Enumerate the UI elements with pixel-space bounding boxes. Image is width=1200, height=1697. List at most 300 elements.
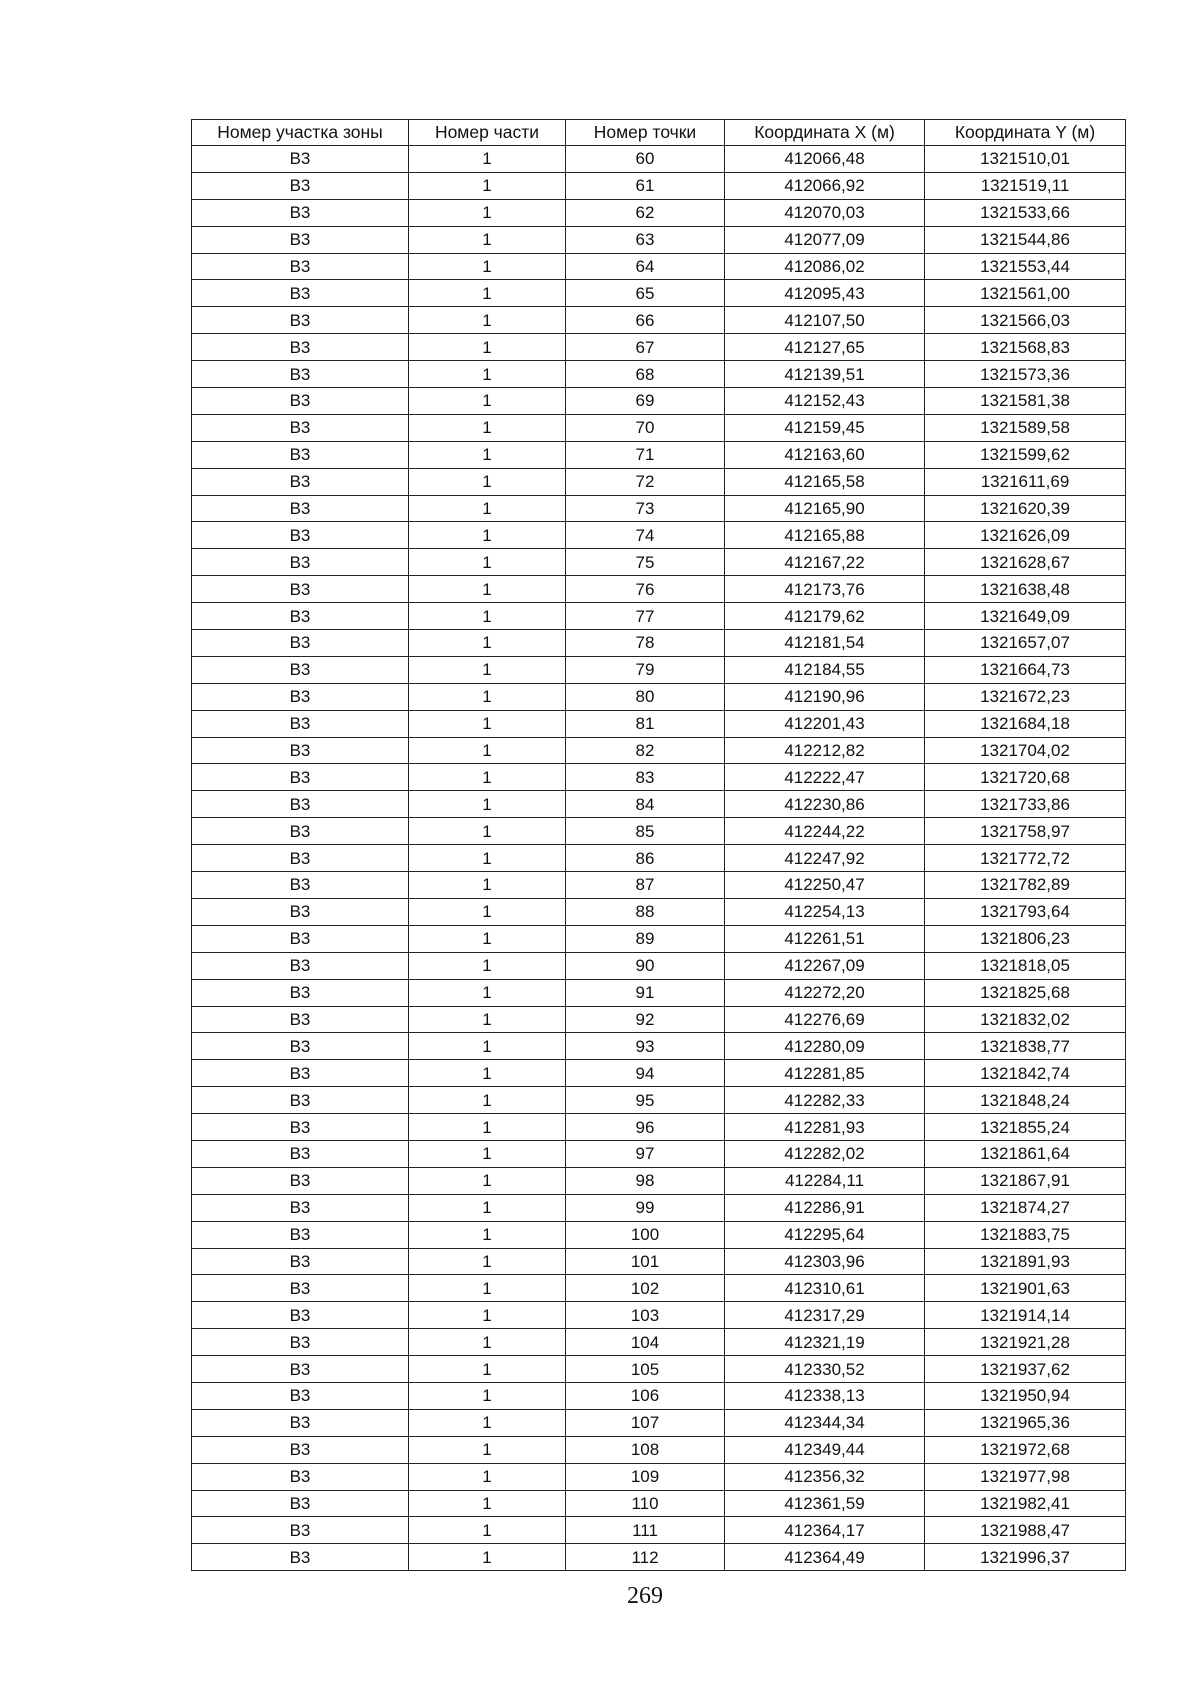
cell-part-number: 1 bbox=[409, 576, 566, 603]
cell-coordinate-x: 412254,13 bbox=[725, 898, 925, 925]
cell-zone-section: В3 bbox=[192, 1033, 409, 1060]
cell-part-number: 1 bbox=[409, 1409, 566, 1436]
cell-zone-section: В3 bbox=[192, 1194, 409, 1221]
header-zone-section-number: Номер участка зоны bbox=[192, 120, 409, 146]
table-row bbox=[192, 710, 1126, 737]
cell-zone-section: В3 bbox=[192, 1248, 409, 1275]
cell-coordinate-y: 1321842,74 bbox=[925, 1060, 1126, 1087]
table-row bbox=[192, 1087, 1126, 1114]
cell-zone-section: В3 bbox=[192, 737, 409, 764]
cell-zone-section: В3 bbox=[192, 872, 409, 899]
cell-point-number: 106 bbox=[566, 1382, 725, 1409]
cell-zone-section: В3 bbox=[192, 1409, 409, 1436]
cell-part-number: 1 bbox=[409, 818, 566, 845]
cell-coordinate-y: 1321818,05 bbox=[925, 952, 1126, 979]
cell-coordinate-x: 412244,22 bbox=[725, 818, 925, 845]
cell-coordinate-y: 1321793,64 bbox=[925, 898, 1126, 925]
cell-coordinate-x: 412364,17 bbox=[725, 1517, 925, 1544]
cell-coordinate-x: 412250,47 bbox=[725, 872, 925, 899]
table-row bbox=[192, 1221, 1126, 1248]
cell-coordinate-x: 412281,93 bbox=[725, 1114, 925, 1141]
cell-zone-section: В3 bbox=[192, 1167, 409, 1194]
header-coordinate-x: Координата X (м) bbox=[725, 120, 925, 146]
cell-point-number: 70 bbox=[566, 414, 725, 441]
table-row bbox=[192, 576, 1126, 603]
cell-point-number: 93 bbox=[566, 1033, 725, 1060]
cell-coordinate-x: 412282,02 bbox=[725, 1140, 925, 1167]
cell-coordinate-x: 412152,43 bbox=[725, 388, 925, 415]
cell-part-number: 1 bbox=[409, 683, 566, 710]
cell-part-number: 1 bbox=[409, 1275, 566, 1302]
cell-coordinate-x: 412163,60 bbox=[725, 441, 925, 468]
cell-coordinate-y: 1321832,02 bbox=[925, 1006, 1126, 1033]
table-row bbox=[192, 172, 1126, 199]
table-row bbox=[192, 495, 1126, 522]
cell-zone-section: В3 bbox=[192, 1490, 409, 1517]
cell-point-number: 86 bbox=[566, 845, 725, 872]
cell-coordinate-x: 412295,64 bbox=[725, 1221, 925, 1248]
cell-part-number: 1 bbox=[409, 1114, 566, 1141]
table-row bbox=[192, 898, 1126, 925]
cell-coordinate-x: 412261,51 bbox=[725, 925, 925, 952]
cell-point-number: 66 bbox=[566, 307, 725, 334]
cell-zone-section: В3 bbox=[192, 818, 409, 845]
cell-part-number: 1 bbox=[409, 1248, 566, 1275]
cell-zone-section: В3 bbox=[192, 979, 409, 1006]
cell-part-number: 1 bbox=[409, 737, 566, 764]
cell-point-number: 91 bbox=[566, 979, 725, 1006]
cell-point-number: 96 bbox=[566, 1114, 725, 1141]
table-row bbox=[192, 791, 1126, 818]
cell-zone-section: В3 bbox=[192, 710, 409, 737]
cell-coordinate-x: 412321,19 bbox=[725, 1329, 925, 1356]
cell-coordinate-x: 412281,85 bbox=[725, 1060, 925, 1087]
cell-coordinate-y: 1321589,58 bbox=[925, 414, 1126, 441]
cell-point-number: 92 bbox=[566, 1006, 725, 1033]
cell-zone-section: В3 bbox=[192, 845, 409, 872]
cell-coordinate-x: 412070,03 bbox=[725, 199, 925, 226]
cell-coordinate-x: 412361,59 bbox=[725, 1490, 925, 1517]
cell-zone-section: В3 bbox=[192, 280, 409, 307]
cell-zone-section: В3 bbox=[192, 1463, 409, 1490]
cell-coordinate-x: 412330,52 bbox=[725, 1356, 925, 1383]
table-row bbox=[192, 1329, 1126, 1356]
cell-coordinate-x: 412364,49 bbox=[725, 1544, 925, 1571]
cell-coordinate-y: 1321733,86 bbox=[925, 791, 1126, 818]
cell-coordinate-y: 1321772,72 bbox=[925, 845, 1126, 872]
header-point-number: Номер точки bbox=[566, 120, 725, 146]
cell-part-number: 1 bbox=[409, 1356, 566, 1383]
cell-point-number: 107 bbox=[566, 1409, 725, 1436]
coordinates-table bbox=[191, 119, 1126, 1571]
cell-coordinate-y: 1321867,91 bbox=[925, 1167, 1126, 1194]
cell-point-number: 76 bbox=[566, 576, 725, 603]
cell-coordinate-y: 1321561,00 bbox=[925, 280, 1126, 307]
cell-point-number: 63 bbox=[566, 226, 725, 253]
cell-point-number: 72 bbox=[566, 468, 725, 495]
cell-coordinate-x: 412127,65 bbox=[725, 334, 925, 361]
cell-point-number: 85 bbox=[566, 818, 725, 845]
cell-coordinate-x: 412356,32 bbox=[725, 1463, 925, 1490]
cell-coordinate-x: 412303,96 bbox=[725, 1248, 925, 1275]
cell-coordinate-y: 1321626,09 bbox=[925, 522, 1126, 549]
cell-coordinate-x: 412338,13 bbox=[725, 1382, 925, 1409]
cell-coordinate-y: 1321544,86 bbox=[925, 226, 1126, 253]
cell-point-number: 99 bbox=[566, 1194, 725, 1221]
table-row bbox=[192, 872, 1126, 899]
cell-coordinate-y: 1321806,23 bbox=[925, 925, 1126, 952]
cell-coordinate-x: 412107,50 bbox=[725, 307, 925, 334]
cell-coordinate-y: 1321982,41 bbox=[925, 1490, 1126, 1517]
cell-part-number: 1 bbox=[409, 388, 566, 415]
cell-point-number: 95 bbox=[566, 1087, 725, 1114]
cell-part-number: 1 bbox=[409, 764, 566, 791]
cell-part-number: 1 bbox=[409, 522, 566, 549]
cell-coordinate-x: 412344,34 bbox=[725, 1409, 925, 1436]
cell-coordinate-y: 1321657,07 bbox=[925, 630, 1126, 657]
cell-coordinate-x: 412179,62 bbox=[725, 603, 925, 630]
table-row bbox=[192, 737, 1126, 764]
cell-zone-section: В3 bbox=[192, 334, 409, 361]
cell-coordinate-y: 1321782,89 bbox=[925, 872, 1126, 899]
cell-coordinate-x: 412247,92 bbox=[725, 845, 925, 872]
header-coordinate-y: Координата Y (м) bbox=[925, 120, 1126, 146]
cell-part-number: 1 bbox=[409, 1382, 566, 1409]
cell-point-number: 78 bbox=[566, 630, 725, 657]
cell-part-number: 1 bbox=[409, 952, 566, 979]
table-row bbox=[192, 1114, 1126, 1141]
table-row bbox=[192, 1356, 1126, 1383]
cell-part-number: 1 bbox=[409, 845, 566, 872]
table-row bbox=[192, 253, 1126, 280]
cell-coordinate-y: 1321848,24 bbox=[925, 1087, 1126, 1114]
cell-coordinate-x: 412267,09 bbox=[725, 952, 925, 979]
cell-part-number: 1 bbox=[409, 872, 566, 899]
table-row bbox=[192, 1275, 1126, 1302]
cell-zone-section: В3 bbox=[192, 361, 409, 388]
cell-point-number: 90 bbox=[566, 952, 725, 979]
cell-point-number: 83 bbox=[566, 764, 725, 791]
cell-part-number: 1 bbox=[409, 361, 566, 388]
cell-coordinate-x: 412165,90 bbox=[725, 495, 925, 522]
cell-point-number: 109 bbox=[566, 1463, 725, 1490]
cell-zone-section: В3 bbox=[192, 1356, 409, 1383]
cell-zone-section: В3 bbox=[192, 791, 409, 818]
cell-point-number: 79 bbox=[566, 656, 725, 683]
table-row bbox=[192, 1544, 1126, 1571]
cell-coordinate-x: 412284,11 bbox=[725, 1167, 925, 1194]
cell-part-number: 1 bbox=[409, 307, 566, 334]
cell-coordinate-x: 412286,91 bbox=[725, 1194, 925, 1221]
table-row bbox=[192, 630, 1126, 657]
cell-point-number: 69 bbox=[566, 388, 725, 415]
table-row bbox=[192, 441, 1126, 468]
table-row bbox=[192, 1248, 1126, 1275]
cell-point-number: 74 bbox=[566, 522, 725, 549]
cell-coordinate-y: 1321996,37 bbox=[925, 1544, 1126, 1571]
cell-coordinate-y: 1321684,18 bbox=[925, 710, 1126, 737]
table-row bbox=[192, 1302, 1126, 1329]
cell-point-number: 102 bbox=[566, 1275, 725, 1302]
table-row bbox=[192, 979, 1126, 1006]
cell-part-number: 1 bbox=[409, 1517, 566, 1544]
cell-point-number: 89 bbox=[566, 925, 725, 952]
cell-zone-section: В3 bbox=[192, 952, 409, 979]
cell-point-number: 108 bbox=[566, 1436, 725, 1463]
cell-coordinate-y: 1321611,69 bbox=[925, 468, 1126, 495]
cell-part-number: 1 bbox=[409, 1167, 566, 1194]
cell-coordinate-y: 1321921,28 bbox=[925, 1329, 1126, 1356]
cell-coordinate-y: 1321581,38 bbox=[925, 388, 1126, 415]
cell-coordinate-x: 412159,45 bbox=[725, 414, 925, 441]
cell-zone-section: В3 bbox=[192, 226, 409, 253]
cell-coordinate-y: 1321510,01 bbox=[925, 146, 1126, 173]
cell-coordinate-x: 412167,22 bbox=[725, 549, 925, 576]
table-row bbox=[192, 522, 1126, 549]
cell-point-number: 88 bbox=[566, 898, 725, 925]
cell-point-number: 97 bbox=[566, 1140, 725, 1167]
cell-coordinate-x: 412165,58 bbox=[725, 468, 925, 495]
cell-coordinate-y: 1321620,39 bbox=[925, 495, 1126, 522]
cell-part-number: 1 bbox=[409, 441, 566, 468]
cell-zone-section: В3 bbox=[192, 925, 409, 952]
cell-zone-section: В3 bbox=[192, 1275, 409, 1302]
cell-part-number: 1 bbox=[409, 791, 566, 818]
cell-coordinate-y: 1321977,98 bbox=[925, 1463, 1126, 1490]
cell-coordinate-x: 412276,69 bbox=[725, 1006, 925, 1033]
table-row bbox=[192, 1517, 1126, 1544]
table-row bbox=[192, 414, 1126, 441]
cell-zone-section: В3 bbox=[192, 1114, 409, 1141]
table-row bbox=[192, 388, 1126, 415]
cell-coordinate-y: 1321638,48 bbox=[925, 576, 1126, 603]
cell-coordinate-y: 1321855,24 bbox=[925, 1114, 1126, 1141]
cell-coordinate-y: 1321891,93 bbox=[925, 1248, 1126, 1275]
table-row bbox=[192, 1382, 1126, 1409]
cell-part-number: 1 bbox=[409, 630, 566, 657]
cell-point-number: 77 bbox=[566, 603, 725, 630]
cell-zone-section: В3 bbox=[192, 1544, 409, 1571]
cell-zone-section: В3 bbox=[192, 1517, 409, 1544]
table-row bbox=[192, 468, 1126, 495]
cell-coordinate-y: 1321914,14 bbox=[925, 1302, 1126, 1329]
cell-point-number: 60 bbox=[566, 146, 725, 173]
cell-zone-section: В3 bbox=[192, 441, 409, 468]
cell-part-number: 1 bbox=[409, 280, 566, 307]
cell-part-number: 1 bbox=[409, 1087, 566, 1114]
cell-coordinate-y: 1321566,03 bbox=[925, 307, 1126, 334]
table-header-row bbox=[192, 120, 1126, 146]
cell-zone-section: В3 bbox=[192, 764, 409, 791]
page-number: 269 bbox=[627, 1583, 663, 1609]
cell-coordinate-y: 1321628,67 bbox=[925, 549, 1126, 576]
header-part-number: Номер части bbox=[409, 120, 566, 146]
table-row bbox=[192, 361, 1126, 388]
cell-point-number: 64 bbox=[566, 253, 725, 280]
cell-point-number: 101 bbox=[566, 1248, 725, 1275]
cell-zone-section: В3 bbox=[192, 656, 409, 683]
cell-part-number: 1 bbox=[409, 1006, 566, 1033]
cell-coordinate-y: 1321533,66 bbox=[925, 199, 1126, 226]
cell-coordinate-x: 412272,20 bbox=[725, 979, 925, 1006]
cell-part-number: 1 bbox=[409, 1221, 566, 1248]
table-row bbox=[192, 1060, 1126, 1087]
cell-zone-section: В3 bbox=[192, 522, 409, 549]
table-row bbox=[192, 1033, 1126, 1060]
cell-part-number: 1 bbox=[409, 1463, 566, 1490]
table-row bbox=[192, 845, 1126, 872]
cell-coordinate-y: 1321901,63 bbox=[925, 1275, 1126, 1302]
cell-zone-section: В3 bbox=[192, 1382, 409, 1409]
cell-point-number: 98 bbox=[566, 1167, 725, 1194]
cell-coordinate-x: 412212,82 bbox=[725, 737, 925, 764]
table-row bbox=[192, 925, 1126, 952]
table-row bbox=[192, 656, 1126, 683]
cell-coordinate-y: 1321704,02 bbox=[925, 737, 1126, 764]
cell-coordinate-y: 1321825,68 bbox=[925, 979, 1126, 1006]
cell-part-number: 1 bbox=[409, 898, 566, 925]
cell-point-number: 94 bbox=[566, 1060, 725, 1087]
cell-coordinate-y: 1321988,47 bbox=[925, 1517, 1126, 1544]
cell-part-number: 1 bbox=[409, 1033, 566, 1060]
cell-zone-section: В3 bbox=[192, 199, 409, 226]
table-row bbox=[192, 683, 1126, 710]
cell-zone-section: В3 bbox=[192, 576, 409, 603]
cell-point-number: 103 bbox=[566, 1302, 725, 1329]
cell-point-number: 112 bbox=[566, 1544, 725, 1571]
cell-coordinate-x: 412317,29 bbox=[725, 1302, 925, 1329]
cell-part-number: 1 bbox=[409, 495, 566, 522]
cell-zone-section: В3 bbox=[192, 1140, 409, 1167]
cell-coordinate-x: 412095,43 bbox=[725, 280, 925, 307]
cell-zone-section: В3 bbox=[192, 683, 409, 710]
table-row bbox=[192, 603, 1126, 630]
cell-part-number: 1 bbox=[409, 1544, 566, 1571]
table-row bbox=[192, 334, 1126, 361]
cell-coordinate-y: 1321965,36 bbox=[925, 1409, 1126, 1436]
cell-coordinate-x: 412181,54 bbox=[725, 630, 925, 657]
cell-part-number: 1 bbox=[409, 146, 566, 173]
cell-point-number: 65 bbox=[566, 280, 725, 307]
cell-point-number: 104 bbox=[566, 1329, 725, 1356]
table-row bbox=[192, 226, 1126, 253]
table-row bbox=[192, 1409, 1126, 1436]
cell-coordinate-y: 1321874,27 bbox=[925, 1194, 1126, 1221]
cell-zone-section: В3 bbox=[192, 146, 409, 173]
cell-point-number: 80 bbox=[566, 683, 725, 710]
cell-coordinate-y: 1321758,97 bbox=[925, 818, 1126, 845]
cell-zone-section: В3 bbox=[192, 388, 409, 415]
cell-coordinate-x: 412190,96 bbox=[725, 683, 925, 710]
cell-coordinate-x: 412201,43 bbox=[725, 710, 925, 737]
cell-part-number: 1 bbox=[409, 549, 566, 576]
cell-part-number: 1 bbox=[409, 414, 566, 441]
cell-coordinate-y: 1321672,23 bbox=[925, 683, 1126, 710]
cell-part-number: 1 bbox=[409, 1436, 566, 1463]
cell-point-number: 110 bbox=[566, 1490, 725, 1517]
cell-point-number: 75 bbox=[566, 549, 725, 576]
cell-part-number: 1 bbox=[409, 172, 566, 199]
cell-coordinate-x: 412230,86 bbox=[725, 791, 925, 818]
cell-part-number: 1 bbox=[409, 1329, 566, 1356]
cell-coordinate-x: 412280,09 bbox=[725, 1033, 925, 1060]
cell-coordinate-x: 412310,61 bbox=[725, 1275, 925, 1302]
cell-part-number: 1 bbox=[409, 334, 566, 361]
cell-coordinate-y: 1321937,62 bbox=[925, 1356, 1126, 1383]
cell-coordinate-y: 1321972,68 bbox=[925, 1436, 1126, 1463]
cell-zone-section: В3 bbox=[192, 898, 409, 925]
cell-part-number: 1 bbox=[409, 603, 566, 630]
table-row bbox=[192, 1006, 1126, 1033]
cell-coordinate-y: 1321649,09 bbox=[925, 603, 1126, 630]
table-row bbox=[192, 1463, 1126, 1490]
table-row bbox=[192, 199, 1126, 226]
table-row bbox=[192, 764, 1126, 791]
table-row bbox=[192, 280, 1126, 307]
cell-coordinate-y: 1321861,64 bbox=[925, 1140, 1126, 1167]
cell-zone-section: В3 bbox=[192, 468, 409, 495]
table-row bbox=[192, 952, 1126, 979]
cell-point-number: 68 bbox=[566, 361, 725, 388]
cell-coordinate-x: 412282,33 bbox=[725, 1087, 925, 1114]
table-body bbox=[192, 146, 1126, 1571]
cell-zone-section: В3 bbox=[192, 549, 409, 576]
cell-coordinate-y: 1321519,11 bbox=[925, 172, 1126, 199]
cell-part-number: 1 bbox=[409, 253, 566, 280]
cell-coordinate-y: 1321838,77 bbox=[925, 1033, 1126, 1060]
cell-zone-section: В3 bbox=[192, 1006, 409, 1033]
cell-point-number: 81 bbox=[566, 710, 725, 737]
cell-point-number: 67 bbox=[566, 334, 725, 361]
cell-point-number: 105 bbox=[566, 1356, 725, 1383]
cell-coordinate-y: 1321883,75 bbox=[925, 1221, 1126, 1248]
cell-coordinate-x: 412184,55 bbox=[725, 656, 925, 683]
table-row bbox=[192, 1490, 1126, 1517]
cell-coordinate-y: 1321599,62 bbox=[925, 441, 1126, 468]
table-row bbox=[192, 1194, 1126, 1221]
cell-zone-section: В3 bbox=[192, 603, 409, 630]
cell-coordinate-x: 412222,47 bbox=[725, 764, 925, 791]
cell-point-number: 62 bbox=[566, 199, 725, 226]
cell-part-number: 1 bbox=[409, 199, 566, 226]
cell-coordinate-y: 1321573,36 bbox=[925, 361, 1126, 388]
table-row bbox=[192, 549, 1126, 576]
cell-part-number: 1 bbox=[409, 925, 566, 952]
table-row bbox=[192, 146, 1126, 173]
cell-zone-section: В3 bbox=[192, 307, 409, 334]
table-row bbox=[192, 1436, 1126, 1463]
cell-point-number: 87 bbox=[566, 872, 725, 899]
cell-coordinate-x: 412139,51 bbox=[725, 361, 925, 388]
cell-part-number: 1 bbox=[409, 1490, 566, 1517]
cell-part-number: 1 bbox=[409, 1060, 566, 1087]
table-row bbox=[192, 818, 1126, 845]
cell-zone-section: В3 bbox=[192, 172, 409, 199]
cell-point-number: 82 bbox=[566, 737, 725, 764]
cell-part-number: 1 bbox=[409, 979, 566, 1006]
cell-part-number: 1 bbox=[409, 1194, 566, 1221]
cell-coordinate-x: 412349,44 bbox=[725, 1436, 925, 1463]
cell-point-number: 100 bbox=[566, 1221, 725, 1248]
cell-part-number: 1 bbox=[409, 1302, 566, 1329]
cell-zone-section: В3 bbox=[192, 495, 409, 522]
cell-point-number: 111 bbox=[566, 1517, 725, 1544]
cell-coordinate-x: 412066,92 bbox=[725, 172, 925, 199]
cell-coordinate-y: 1321568,83 bbox=[925, 334, 1126, 361]
cell-point-number: 61 bbox=[566, 172, 725, 199]
cell-part-number: 1 bbox=[409, 226, 566, 253]
cell-zone-section: В3 bbox=[192, 253, 409, 280]
